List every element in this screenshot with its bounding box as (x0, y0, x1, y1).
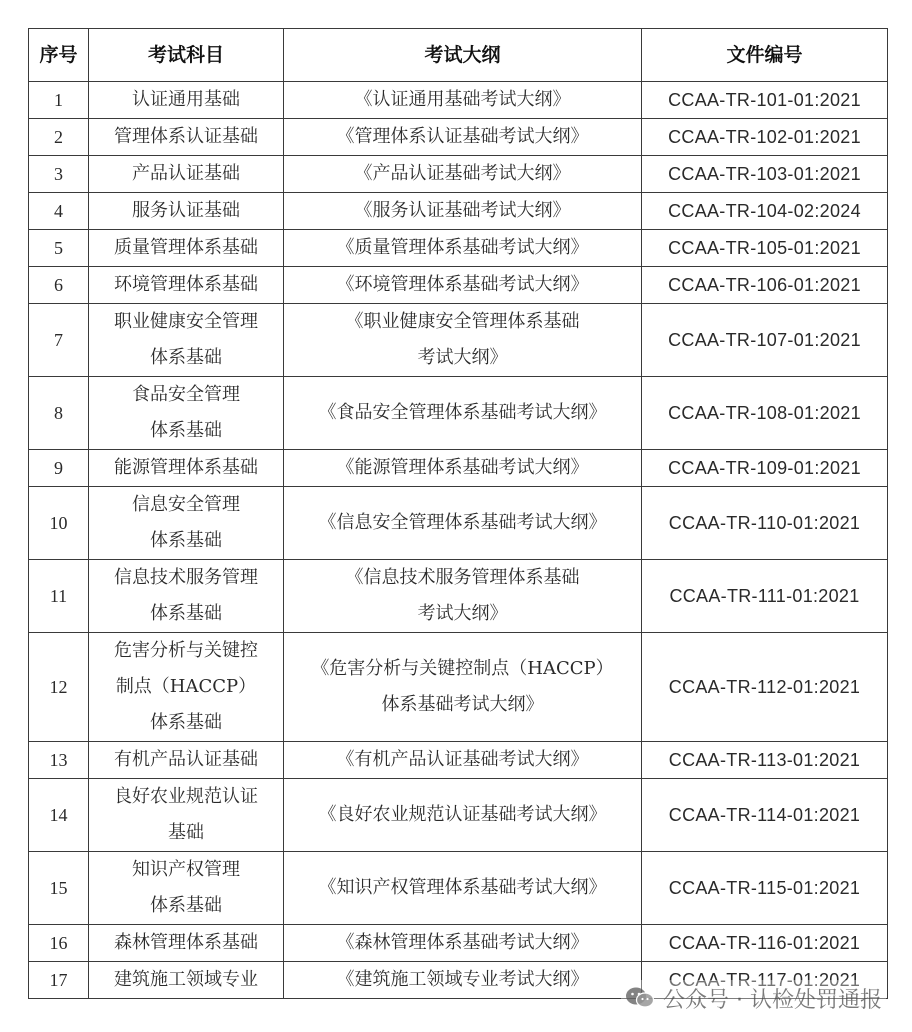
row-index: 16 (29, 925, 89, 962)
outline-line: 《危害分析与关键控制点（HACCP） (311, 658, 614, 679)
row-subject (89, 487, 284, 560)
subject-line: 信息技术服务管理 (114, 567, 258, 588)
subject-line: 基础 (168, 822, 204, 843)
row-index: 4 (29, 193, 89, 230)
row-subject (89, 156, 284, 193)
outline-line: 《良好农业规范认证基础考试大纲》 (318, 804, 607, 825)
outline-line: 考试大纲》 (417, 603, 508, 624)
table-row (29, 267, 888, 304)
row-index: 11 (29, 560, 89, 633)
subject-line: 有机产品认证基础 (114, 749, 258, 770)
row-subject (89, 304, 284, 377)
row-subject (89, 119, 284, 156)
watermark-text: 公众号 · 认检处罚通报 (663, 987, 882, 1013)
row-file-code: CCAA-TR-107-01:2021 (642, 304, 888, 377)
outline-line: 《职业健康安全管理体系基础 (345, 311, 580, 332)
row-index: 5 (29, 230, 89, 267)
subject-line: 食品安全管理 (132, 384, 240, 405)
row-outline (284, 267, 642, 304)
row-outline (284, 119, 642, 156)
row-subject (89, 450, 284, 487)
row-outline (284, 82, 642, 119)
row-file-code: CCAA-TR-106-01:2021 (642, 267, 888, 304)
table-row (29, 156, 888, 193)
subject-line: 信息安全管理 (132, 494, 240, 515)
row-index: 15 (29, 852, 89, 925)
row-index: 6 (29, 267, 89, 304)
row-subject (89, 742, 284, 779)
row-subject (89, 82, 284, 119)
row-outline (284, 156, 642, 193)
table-row (29, 450, 888, 487)
row-outline (284, 742, 642, 779)
row-subject (89, 779, 284, 852)
exam-syllabus-table (28, 28, 888, 999)
outline-line: 《能源管理体系基础考试大纲》 (336, 457, 589, 478)
row-subject (89, 377, 284, 450)
table-row (29, 230, 888, 267)
row-index: 10 (29, 487, 89, 560)
row-subject (89, 962, 284, 999)
header-subject: 考试科目 (89, 29, 284, 82)
outline-line: 《信息安全管理体系基础考试大纲》 (318, 512, 607, 533)
row-subject (89, 633, 284, 742)
row-subject (89, 852, 284, 925)
outline-line: 《森林管理体系基础考试大纲》 (336, 932, 589, 953)
row-outline (284, 560, 642, 633)
row-subject (89, 230, 284, 267)
row-index: 2 (29, 119, 89, 156)
row-file-code: CCAA-TR-103-01:2021 (642, 156, 888, 193)
subject-line: 产品认证基础 (132, 163, 240, 184)
subject-line: 能源管理体系基础 (114, 457, 258, 478)
outline-line: 《食品安全管理体系基础考试大纲》 (318, 402, 607, 423)
subject-line: 职业健康安全管理 (114, 311, 258, 332)
row-index: 13 (29, 742, 89, 779)
outline-line: 《质量管理体系基础考试大纲》 (336, 237, 589, 258)
table-row (29, 304, 888, 377)
row-file-code: CCAA-TR-111-01:2021 (642, 560, 888, 633)
header-file-code: 文件编号 (642, 29, 888, 82)
subject-line: 森林管理体系基础 (114, 932, 258, 953)
subject-line: 服务认证基础 (132, 200, 240, 221)
subject-line: 体系基础 (150, 347, 222, 368)
row-subject (89, 267, 284, 304)
row-file-code: CCAA-TR-115-01:2021 (642, 852, 888, 925)
outline-line: 考试大纲》 (417, 347, 508, 368)
subject-line: 体系基础 (150, 420, 222, 441)
outline-line: 《信息技术服务管理体系基础 (345, 567, 580, 588)
outline-line: 《认证通用基础考试大纲》 (354, 89, 571, 110)
row-index: 8 (29, 377, 89, 450)
wechat-icon (625, 986, 655, 1010)
row-file-code: CCAA-TR-116-01:2021 (642, 925, 888, 962)
subject-line: 质量管理体系基础 (114, 237, 258, 258)
row-outline (284, 304, 642, 377)
row-outline (284, 852, 642, 925)
row-subject (89, 193, 284, 230)
row-subject (89, 925, 284, 962)
row-file-code: CCAA-TR-108-01:2021 (642, 377, 888, 450)
subject-line: 体系基础 (150, 712, 222, 733)
table-row (29, 779, 888, 852)
row-file-code: CCAA-TR-101-01:2021 (642, 82, 888, 119)
table-row (29, 852, 888, 925)
table-row (29, 560, 888, 633)
outline-line: 《建筑施工领域专业考试大纲》 (336, 969, 589, 990)
table-row (29, 82, 888, 119)
row-index: 17 (29, 962, 89, 999)
subject-line: 认证通用基础 (132, 89, 240, 110)
watermark (621, 980, 886, 1016)
row-index: 14 (29, 779, 89, 852)
row-subject (89, 560, 284, 633)
outline-line: 《产品认证基础考试大纲》 (354, 163, 571, 184)
outline-line: 体系基础考试大纲》 (381, 694, 544, 715)
row-index: 1 (29, 82, 89, 119)
subject-line: 体系基础 (150, 895, 222, 916)
subject-line: 管理体系认证基础 (114, 126, 258, 147)
outline-line: 《知识产权管理体系基础考试大纲》 (318, 877, 607, 898)
row-outline (284, 230, 642, 267)
subject-line: 体系基础 (150, 603, 222, 624)
row-outline (284, 925, 642, 962)
row-file-code: CCAA-TR-109-01:2021 (642, 450, 888, 487)
row-file-code: CCAA-TR-110-01:2021 (642, 487, 888, 560)
outline-line: 《有机产品认证基础考试大纲》 (336, 749, 589, 770)
subject-line: 良好农业规范认证 (114, 786, 258, 807)
table-header-row (29, 29, 888, 82)
row-index: 7 (29, 304, 89, 377)
outline-line: 《服务认证基础考试大纲》 (354, 200, 571, 221)
row-index: 3 (29, 156, 89, 193)
row-outline (284, 450, 642, 487)
table-row (29, 193, 888, 230)
row-outline (284, 487, 642, 560)
table-row (29, 487, 888, 560)
row-file-code: CCAA-TR-113-01:2021 (642, 742, 888, 779)
table-row (29, 742, 888, 779)
outline-line: 《管理体系认证基础考试大纲》 (336, 126, 589, 147)
row-file-code: CCAA-TR-104-02:2024 (642, 193, 888, 230)
row-outline (284, 779, 642, 852)
table-row (29, 925, 888, 962)
row-file-code: CCAA-TR-114-01:2021 (642, 779, 888, 852)
row-file-code: CCAA-TR-102-01:2021 (642, 119, 888, 156)
header-index: 序号 (29, 29, 89, 82)
row-outline (284, 962, 642, 999)
row-file-code: CCAA-TR-105-01:2021 (642, 230, 888, 267)
outline-line: 《环境管理体系基础考试大纲》 (336, 274, 589, 295)
subject-line: 制点（HACCP） (115, 676, 257, 697)
row-index: 12 (29, 633, 89, 742)
table-row (29, 377, 888, 450)
row-index: 9 (29, 450, 89, 487)
row-file-code: CCAA-TR-117-01:2021 (642, 962, 888, 999)
row-outline (284, 377, 642, 450)
table-row (29, 633, 888, 742)
subject-line: 建筑施工领域专业 (114, 969, 258, 990)
header-outline: 考试大纲 (284, 29, 642, 82)
subject-line: 环境管理体系基础 (114, 274, 258, 295)
subject-line: 体系基础 (150, 530, 222, 551)
row-outline (284, 633, 642, 742)
subject-line: 知识产权管理 (132, 859, 240, 880)
subject-line: 危害分析与关键控 (114, 640, 258, 661)
row-file-code: CCAA-TR-112-01:2021 (642, 633, 888, 742)
table-row (29, 119, 888, 156)
row-outline (284, 193, 642, 230)
